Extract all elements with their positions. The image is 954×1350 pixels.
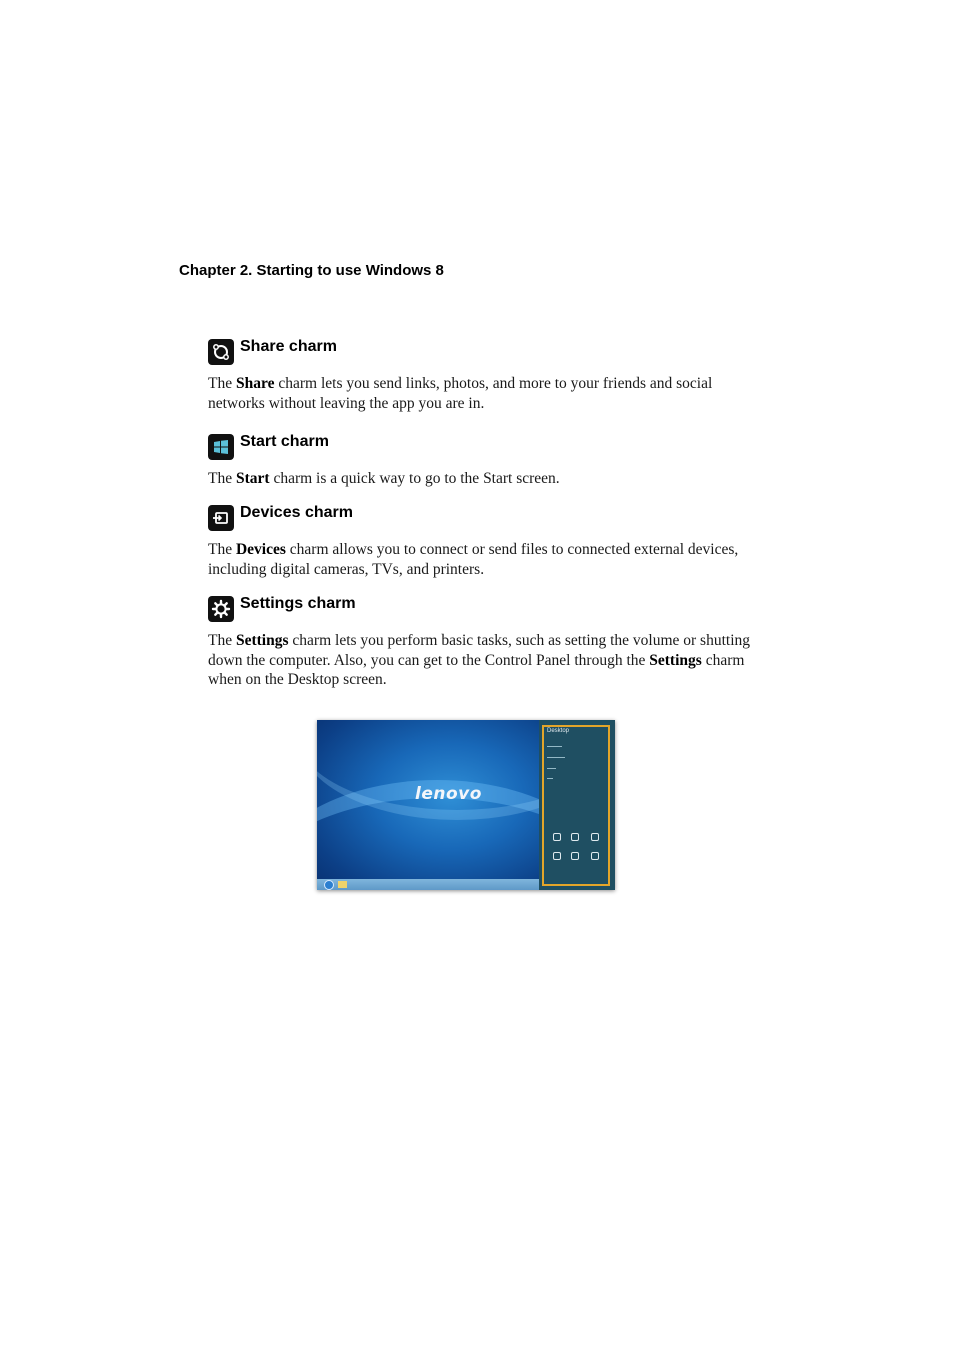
notifications-icon	[553, 852, 561, 860]
devices-charm-heading	[208, 504, 768, 532]
volume-icon	[571, 833, 579, 841]
share-charm-heading	[208, 338, 768, 366]
desktop-wallpaper	[317, 720, 539, 890]
devices-icon	[208, 505, 234, 531]
share-charm-section	[208, 338, 768, 413]
file-explorer-icon	[338, 881, 347, 888]
power-icon	[571, 852, 579, 860]
devices-charm-description: The Devices charm allows you to connect or send files to connected external devices, including digital cameras, TVs, and printers.	[208, 541, 739, 578]
start-charm-section	[208, 433, 768, 489]
panel-link-placeholder: ▬▬▬	[547, 766, 556, 770]
network-icon	[553, 833, 561, 841]
start-charm-description: The Start charm is a quick way to go to the Start screen.	[208, 470, 560, 487]
start-windows-icon	[208, 434, 234, 460]
settings-charm-section	[208, 595, 768, 690]
taskbar	[317, 879, 539, 890]
settings-panel-highlight	[542, 725, 610, 886]
panel-link-placeholder: ▬▬	[547, 776, 553, 780]
internet-explorer-icon	[324, 880, 334, 890]
settings-panel	[539, 720, 615, 890]
devices-charm-section	[208, 504, 768, 579]
start-charm-heading	[208, 433, 768, 461]
chapter-header: Chapter 2. Starting to use Windows 8	[179, 262, 444, 279]
share-charm-title: Share charm	[240, 338, 337, 355]
panel-link-placeholder: ▬▬▬▬▬	[547, 744, 562, 748]
keyboard-icon	[591, 852, 599, 860]
start-charm-title: Start charm	[240, 433, 329, 450]
lenovo-logo: lenovo	[415, 784, 482, 804]
desktop-settings-screenshot	[317, 720, 615, 890]
settings-charm-heading	[208, 595, 768, 623]
settings-panel-title: Desktop	[547, 728, 570, 734]
settings-charm-title: Settings charm	[240, 595, 356, 612]
gear-icon	[208, 596, 234, 622]
devices-charm-title: Devices charm	[240, 504, 353, 521]
panel-link-placeholder: ▬▬▬▬▬▬	[547, 755, 565, 759]
brightness-icon	[591, 833, 599, 841]
settings-charm-description: The Settings charm lets you perform basic tasks, such as setting the volume or shutting down the computer. Also, you can get to the Control Panel through the Settings charm when on the Desktop screen.	[208, 632, 750, 688]
share-charm-description: The Share charm lets you send links, photos, and more to your friends and social networks without leaving the app you are in.	[208, 375, 713, 412]
share-icon	[208, 339, 234, 365]
